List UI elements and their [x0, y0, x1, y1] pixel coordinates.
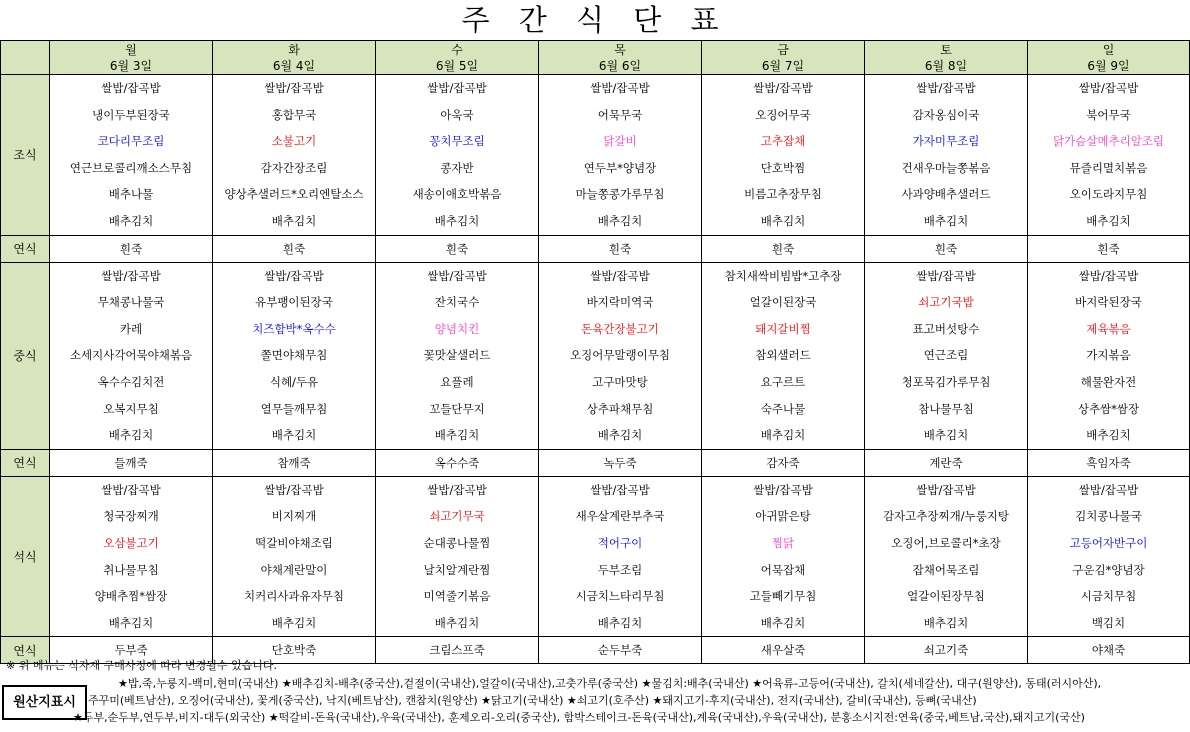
- menu-item: 배추김치: [760, 213, 806, 228]
- menu-item: 연근브로콜리깨소스무침: [69, 160, 193, 175]
- snack-item: 새우살죽: [760, 643, 806, 658]
- menu-item: 비름고추장무침: [744, 187, 822, 202]
- menu-cell: [539, 476, 702, 637]
- snack-item: 흰죽: [1097, 241, 1120, 256]
- menu-item: 참치새싹비빔밥*고추장: [724, 268, 842, 283]
- weekly-menu-table: [0, 40, 1190, 664]
- snack-item: 단호박죽: [271, 643, 317, 658]
- snack-item: 계란죽: [929, 455, 963, 470]
- menu-item: 배추김치: [923, 615, 969, 630]
- menu-item: 옥수수김치전: [97, 374, 165, 389]
- snack-item: 흰죽: [282, 241, 306, 256]
- menu-item: 쌀밥/잡곡밥: [1078, 268, 1139, 283]
- snack-cell: [50, 235, 213, 262]
- snack-cell: [213, 235, 376, 262]
- menu-item: 감자옹심이국: [912, 107, 980, 122]
- menu-item: 해물완자전: [1080, 374, 1137, 389]
- snack-item: 흰죽: [934, 241, 958, 256]
- menu-item: 참외샐러드: [755, 348, 811, 363]
- menu-item: 찜닭: [771, 535, 795, 550]
- menu-item: 배추김치: [271, 213, 317, 228]
- menu-item: 닭가슴살메추리알조림: [1052, 134, 1165, 149]
- menu-item: 뮤즐리멸치볶음: [1069, 160, 1148, 175]
- menu-item: 상추파채무침: [586, 401, 654, 416]
- menu-item: 쌀밥/잡곡밥: [264, 81, 324, 95]
- menu-item: 아귀맑은탕: [755, 509, 811, 524]
- menu-item: 무채콩나물국: [97, 295, 165, 310]
- day-name: 월: [125, 42, 137, 57]
- menu-item: 돈육간장불고기: [581, 321, 659, 336]
- meal-label-lunch: 중식: [1, 262, 50, 449]
- menu-item: 배추김치: [1086, 213, 1131, 228]
- menu-item: 야채계란말이: [260, 562, 328, 577]
- origin-label: 원산지표시: [2, 685, 87, 720]
- menu-cell: [213, 75, 376, 236]
- menu-item: 배추김치: [923, 428, 969, 443]
- menu-item: 아욱국: [440, 107, 474, 122]
- menu-item: 취나물무침: [103, 562, 159, 577]
- menu-item: 치즈함박*옥수수: [252, 321, 336, 336]
- menu-item: 순대콩나물찜: [423, 535, 491, 550]
- menu-item: 건새우마늘쫑볶음: [901, 160, 991, 175]
- menu-item: 배추김치: [434, 615, 480, 630]
- meal-label-snack: 연식: [1, 449, 50, 476]
- snack-cell: [539, 235, 702, 262]
- day-header: [539, 41, 702, 75]
- menu-item: 쌀밥/잡곡밥: [101, 268, 161, 283]
- meal-label-breakfast: 조식: [1, 75, 50, 236]
- origin-info-line: ★두부,순두부,연두부,비지-대두(외국산) ★떡갈비-돈육(국내산),우육(국내산), 훈제오리-오리(중국산), 함박스테이크-돈육(국내산),계육(국내산),우육(국내산), 분홍소시지전:연육(중국,베트남,국산),돼지고기(국산): [73, 711, 1085, 724]
- menu-cell: [376, 75, 539, 236]
- menu-item: 배추김치: [760, 615, 806, 630]
- menu-item: 날치알계란찜: [423, 562, 491, 577]
- menu-cell: [1028, 75, 1190, 236]
- menu-item: 배추김치: [923, 213, 969, 228]
- menu-item: 쌀밥/잡곡밥: [101, 81, 161, 95]
- snack-item: 야채죽: [1091, 643, 1126, 658]
- day-date: 6월 4일: [272, 58, 316, 73]
- menu-item: 쇠고기국밥: [918, 295, 974, 310]
- menu-cell: [50, 262, 213, 449]
- menu-item: 적어구이: [597, 535, 643, 550]
- menu-cell: [376, 262, 539, 449]
- snack-cell: [865, 235, 1028, 262]
- menu-item: 표고버섯탕수: [912, 321, 980, 336]
- menu-cell: [539, 75, 702, 236]
- day-date: 6월 5일: [435, 58, 479, 73]
- menu-item: 단호박찜: [760, 160, 806, 175]
- menu-item: 바지락된장국: [1075, 295, 1142, 310]
- menu-item: 요플레: [440, 374, 474, 389]
- snack-cell: [539, 449, 702, 476]
- origin-info-line: 주꾸미(베트남산), 오징어(국내산), 꽃게(중국산), 낙지(베트남산), 캔참치(원양산) ★닭고기(국내산) ★쇠고기(호주산) ★돼지고기-후지(국내산), 전지(국내산), 갈비(국내산), 등뼈(국내산): [88, 694, 977, 707]
- menu-cell: [50, 476, 213, 637]
- menu-item: 배추김치: [597, 615, 643, 630]
- menu-item: 소세지사각어묵야채볶음: [69, 348, 193, 363]
- menu-cell: [865, 262, 1028, 449]
- day-name: 수: [451, 42, 463, 57]
- menu-item: 떡갈비야채조림: [255, 535, 333, 550]
- snack-cell: [865, 449, 1028, 476]
- menu-item: 배추나물: [108, 187, 154, 202]
- menu-item: 잡채어묵조림: [912, 562, 980, 577]
- menu-item: 어묵무국: [597, 107, 643, 122]
- menu-item: 사과양배추샐러드: [901, 187, 991, 202]
- menu-item: 얼갈이된장무침: [907, 589, 985, 604]
- menu-item: 카레: [119, 321, 143, 336]
- snack-cell: [376, 449, 539, 476]
- menu-item: 쫄면야채무침: [260, 348, 328, 363]
- menu-item: 요구르트: [760, 374, 806, 389]
- day-date: 6월 9일: [1087, 58, 1130, 73]
- snack-item: 흑임자죽: [1086, 455, 1131, 470]
- menu-item: 구운김*양념장: [1072, 562, 1145, 577]
- menu-cell: [865, 476, 1028, 637]
- snack-cell: [1028, 449, 1190, 476]
- dinner-row: [1, 476, 1190, 637]
- menu-item: 쌀밥/잡곡밥: [427, 268, 487, 283]
- menu-item: 배추김치: [434, 428, 480, 443]
- menu-item: 배추김치: [271, 428, 317, 443]
- menu-item: 오징어,브로콜리*초장: [891, 535, 1001, 550]
- menu-cell: [1028, 262, 1190, 449]
- header-corner: [1, 41, 50, 75]
- menu-item: 고추잡채: [760, 134, 806, 149]
- day-header: [702, 41, 865, 75]
- menu-cell: [213, 476, 376, 637]
- menu-item: 쌀밥/잡곡밥: [427, 81, 487, 95]
- menu-item: 마늘쫑콩가루무침: [575, 187, 665, 202]
- notice-text: ※ 위 메뉴는 식자재 구매사정에 따라 변경될수 있습니다.: [6, 659, 277, 672]
- day-date: 6월 3일: [109, 58, 153, 73]
- day-name: 토: [940, 42, 952, 57]
- day-name: 금: [777, 42, 789, 57]
- menu-cell: [702, 476, 865, 637]
- breakfast-row: [1, 75, 1190, 236]
- day-header: [376, 41, 539, 75]
- menu-item: 양념치킨: [434, 321, 480, 336]
- snack-item: 순두부죽: [597, 643, 643, 658]
- snack-cell: [539, 637, 702, 664]
- menu-item: 열무들깨무침: [260, 401, 328, 416]
- meal-label-snack: 연식: [1, 235, 50, 262]
- menu-item: 유부팽이된장국: [255, 295, 333, 310]
- menu-item: 오복지무침: [103, 401, 159, 416]
- menu-item: 꽃맛살샐러드: [423, 348, 491, 363]
- menu-item: 쌀밥/잡곡밥: [753, 482, 813, 497]
- menu-item: 감자간장조림: [260, 160, 328, 175]
- menu-cell: [865, 75, 1028, 236]
- day-header: [865, 41, 1028, 75]
- snack-item: 녹두죽: [603, 455, 637, 470]
- menu-item: 오징어무국: [755, 107, 811, 122]
- snack-row-2: [1, 449, 1190, 476]
- menu-item: 두부조림: [597, 562, 643, 577]
- menu-item: 냉이두부된장국: [92, 107, 170, 122]
- menu-item: 고들빼기무침: [749, 589, 817, 604]
- day-name: 일: [1102, 42, 1115, 57]
- menu-item: 쌀밥/잡곡밥: [1078, 81, 1139, 95]
- menu-item: 배추김치: [1086, 428, 1131, 443]
- menu-item: 배추김치: [434, 213, 480, 228]
- menu-item: 바지락미역국: [586, 295, 654, 310]
- menu-cell: [1028, 476, 1190, 637]
- menu-item: 청국장찌개: [103, 509, 159, 524]
- snack-item: 흰죽: [119, 241, 143, 256]
- menu-item: 소불고기: [271, 134, 317, 149]
- snack-cell: [213, 449, 376, 476]
- day-date: 6월 6일: [598, 58, 642, 73]
- snack-cell: [702, 449, 865, 476]
- menu-item: 쌀밥/잡곡밥: [916, 482, 976, 497]
- menu-item: 배추김치: [108, 213, 154, 228]
- menu-item: 비지찌개: [271, 509, 317, 524]
- menu-item: 코다리무조림: [97, 134, 165, 149]
- day-date: 6월 7일: [761, 58, 805, 73]
- menu-item: 쌀밥/잡곡밥: [264, 482, 324, 497]
- day-header: [1028, 41, 1190, 75]
- menu-item: 얼갈이된장국: [749, 295, 817, 310]
- snack-item: 크림스프죽: [429, 643, 485, 658]
- snack-item: 쇠고기죽: [923, 643, 969, 658]
- menu-item: 배추김치: [108, 428, 154, 443]
- menu-cell: [376, 476, 539, 637]
- snack-item: 두부죽: [114, 643, 148, 658]
- menu-item: 북어무국: [1086, 107, 1131, 122]
- menu-item: 쌀밥/잡곡밥: [590, 482, 650, 497]
- menu-item: 연두부*양념장: [583, 160, 657, 175]
- menu-item: 쇠고기무국: [429, 509, 485, 524]
- day-name: 목: [614, 42, 626, 57]
- menu-item: 미역줄기볶음: [423, 589, 491, 604]
- menu-item: 상추쌈*쌈장: [1077, 401, 1140, 416]
- menu-item: 가지볶음: [1086, 348, 1131, 363]
- menu-item: 쌀밥/잡곡밥: [427, 482, 487, 497]
- snack-cell: [702, 235, 865, 262]
- menu-item: 치커리사과유자무침: [244, 589, 344, 604]
- snack-item: 흰죽: [608, 241, 632, 256]
- menu-item: 연근조림: [923, 348, 969, 363]
- menu-cell: [539, 262, 702, 449]
- menu-item: 잔치국수: [434, 295, 480, 310]
- menu-item: 쌀밥/잡곡밥: [590, 268, 650, 283]
- menu-item: 숙주나물: [760, 401, 806, 416]
- snack-cell: [50, 449, 213, 476]
- snack-cell: [865, 637, 1028, 664]
- menu-item: 배추김치: [597, 428, 643, 443]
- menu-item: 오징어무말랭이무침: [570, 348, 670, 363]
- snack-item: 들깨죽: [114, 455, 148, 470]
- menu-item: 청포묵김가루무침: [901, 374, 991, 389]
- menu-item: 배추김치: [271, 615, 317, 630]
- menu-item: 쌀밥/잡곡밥: [916, 268, 976, 283]
- meal-label-snack: 연식: [1, 637, 50, 664]
- menu-item: 참나물무침: [918, 401, 974, 416]
- menu-item: 배추김치: [108, 615, 154, 630]
- menu-item: 꽁치무조림: [429, 134, 485, 149]
- menu-item: 닭갈비: [603, 134, 637, 149]
- menu-item: 식혜/두유: [269, 374, 319, 389]
- menu-item: 고구마맛탕: [592, 374, 648, 389]
- menu-item: 오삼불고기: [103, 535, 159, 550]
- menu-item: 고등어자반구이: [1069, 535, 1148, 550]
- snack-item: 흰죽: [771, 241, 795, 256]
- snack-item: 참깨죽: [277, 455, 311, 470]
- menu-item: 어묵잡채: [760, 562, 806, 577]
- snack-cell: [702, 637, 865, 664]
- menu-item: 시금치느타리무침: [575, 589, 665, 604]
- menu-item: 시금치무침: [1080, 589, 1137, 604]
- snack-cell: [1028, 235, 1190, 262]
- snack-cell: [376, 235, 539, 262]
- menu-item: 쌀밥/잡곡밥: [753, 81, 813, 95]
- day-date: 6월 8일: [924, 58, 968, 73]
- menu-item: 백김치: [1091, 615, 1126, 630]
- day-name: 화: [288, 42, 300, 57]
- meal-label-dinner: 석식: [1, 476, 50, 637]
- snack-cell: [1028, 637, 1190, 664]
- menu-item: 배추김치: [597, 213, 643, 228]
- menu-item: 가자미무조림: [912, 134, 980, 149]
- menu-item: 꼬들단무지: [429, 401, 485, 416]
- snack-cell: [376, 637, 539, 664]
- menu-item: 배추김치: [760, 428, 806, 443]
- menu-item: 새우살계란부추국: [575, 509, 665, 524]
- snack-item: 흰죽: [445, 241, 469, 256]
- menu-item: 감자고추장찌개/누룽지탕: [882, 509, 1010, 524]
- menu-item: 양배추찜*쌈장: [94, 589, 168, 604]
- menu-item: 쌀밥/잡곡밥: [916, 81, 976, 95]
- origin-info-line: ★밥,죽,누룽지-백미,현미(국내산) ★배추김치-배추(중국산),겉절이(국내산),얼갈이(국내산),고춧가루(중국산) ★물김치:배추(국내산) ★어육류-고등어(국내산), 갈치(세네갈산), 대구(원양산), 동태(러시아산),: [118, 677, 1102, 690]
- menu-item: 콩자반: [440, 160, 474, 175]
- menu-cell: [702, 262, 865, 449]
- menu-cell: [50, 75, 213, 236]
- menu-item: 돼지갈비찜: [755, 321, 811, 336]
- menu-item: 김치콩나물국: [1075, 509, 1142, 524]
- day-header-row: [1, 41, 1190, 75]
- menu-item: 오이도라지무침: [1069, 187, 1148, 202]
- snack-item: 옥수수죽: [434, 455, 480, 470]
- menu-item: 쌀밥/잡곡밥: [264, 268, 324, 283]
- menu-item: 새송이애호박볶음: [412, 187, 502, 202]
- menu-item: 홍합무국: [271, 107, 317, 122]
- menu-item: 쌀밥/잡곡밥: [101, 482, 161, 497]
- snack-item: 감자죽: [766, 455, 800, 470]
- menu-item: 제육볶음: [1086, 321, 1131, 336]
- snack-row-1: [1, 235, 1190, 262]
- menu-item: 쌀밥/잡곡밥: [1078, 482, 1139, 497]
- menu-cell: [213, 262, 376, 449]
- day-header: [213, 41, 376, 75]
- menu-item: 양상추샐러드*오리엔탈소스: [224, 187, 364, 202]
- page-title: 주 간 식 단 표: [461, 3, 729, 37]
- lunch-row: [1, 262, 1190, 449]
- menu-cell: [702, 75, 865, 236]
- day-header: [50, 41, 213, 75]
- menu-item: 쌀밥/잡곡밥: [590, 81, 650, 95]
